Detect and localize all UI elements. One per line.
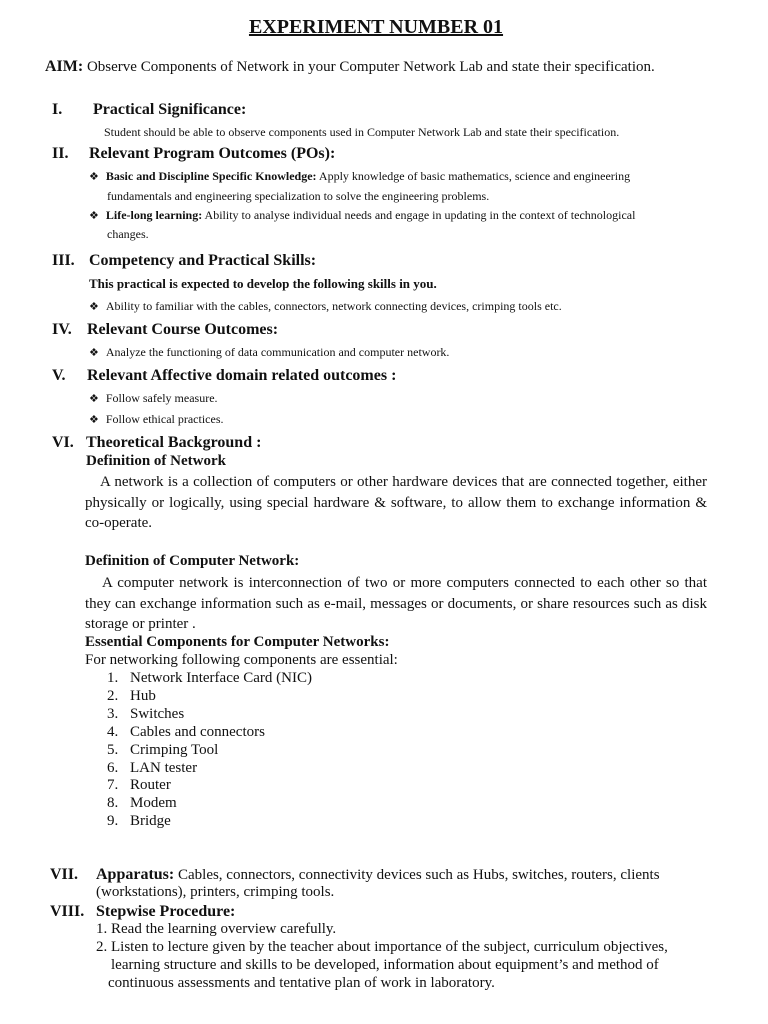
section-8-number: VIII. (50, 903, 85, 920)
section-4-heading: Relevant Course Outcomes: (87, 321, 279, 338)
section-5-bullet-1 (89, 391, 218, 406)
bullet-text: Ability to familiar with the cables, connectors, network connecting devices, crimping tools etc. (105, 299, 562, 313)
bullet-icon: ❖ (89, 393, 99, 405)
section-3-number: III. (52, 252, 75, 269)
section-8-heading: Stepwise Procedure: (96, 903, 236, 920)
section-4-bullet-1 (89, 345, 449, 360)
list-item: 1. Network Interface Card (NIC) (107, 670, 312, 686)
section-2-number: II. (52, 145, 69, 162)
step-1: 1. Read the learning overview carefully. (96, 921, 337, 937)
section-1-heading: Practical Significance: (93, 101, 247, 118)
list-item: 4. Cables and connectors (107, 723, 265, 740)
bullet-2-bold: Life-long learning: (105, 208, 203, 222)
def1-heading: Definition of Network (86, 453, 226, 469)
section-3-bullet-1 (89, 299, 562, 314)
section-1-text: Student should be able to observe components used in Computer Network Lab and state their specification. (104, 125, 620, 139)
bullet-2-text: Ability to analyse individual needs and engage in updating in the context of technological (204, 208, 636, 222)
section-2-bullet-2 (89, 208, 635, 223)
bullet-text: Follow ethical practices. (105, 412, 224, 426)
bullet-icon: ❖ (89, 210, 99, 222)
section-2-bullet-1 (89, 169, 630, 184)
list-item: 7. Router (107, 777, 171, 794)
essential-heading: Essential Components for Computer Networks: (85, 634, 390, 650)
list-item: 5. Crimping Tool (107, 741, 219, 758)
bullet-text: Follow safely measure. (105, 391, 218, 405)
list-item: 8. Modem (107, 795, 177, 812)
section-6-number: VI. (52, 434, 74, 451)
list-item: 9. Bridge (107, 813, 171, 830)
aim-text: Observe Components of Network in your Computer Network Lab and state their specification. (86, 59, 655, 75)
section-1-number: I. (52, 101, 63, 118)
section-5-number: V. (52, 367, 66, 384)
section-7-number: VII. (50, 866, 79, 883)
section-2-bullet-1-cont: fundamentals and engineering specialization to solve the engineering problems. (107, 189, 490, 203)
section-7-text: Cables, connectors, connectivity devices such as Hubs, switches, routers, clients (177, 867, 660, 883)
page-title: EXPERIMENT NUMBER 01 (248, 16, 504, 38)
bullet-icon: ❖ (89, 171, 99, 183)
section-2-heading: Relevant Program Outcomes (POs): (89, 145, 336, 162)
section-5-bullet-2 (89, 412, 224, 427)
section-7-line (96, 866, 660, 884)
bullet-icon: ❖ (89, 347, 99, 359)
bullet-text: Analyze the functioning of data communication and computer network. (105, 345, 450, 359)
step-2-line-2: learning structure and skills to be developed, information about equipment’s and method of (111, 957, 659, 973)
aim-label: AIM: (45, 58, 84, 75)
section-3-sub: This practical is expected to develop the following skills in you. (89, 276, 437, 291)
section-3-heading: Competency and Practical Skills: (89, 252, 317, 269)
section-7-heading: Apparatus: (96, 866, 175, 883)
list-item: 3. Switches (107, 705, 185, 722)
section-7-cont: (workstations), printers, crimping tools. (96, 884, 335, 900)
section-2-bullet-2-cont: changes. (107, 227, 149, 241)
components-list (107, 670, 312, 831)
list-item: 2. Hub (107, 687, 156, 704)
section-4-number: IV. (52, 321, 72, 338)
aim-line (45, 58, 655, 76)
essential-intro: For networking following components are essential: (85, 652, 398, 668)
def1-text: A network is a collection of computers or other hardware devices that are connected together, either physically or logically, using special hardware & software, to allow them to exchange information & co-operate. (85, 474, 707, 531)
step-2: 2. Listen to lecture given by the teacher about importance of the subject, curriculum objectives, (96, 939, 668, 955)
bullet-1-bold: Basic and Discipline Specific Knowledge: (105, 169, 317, 183)
bullet-1-text: Apply knowledge of basic mathematics, science and engineering (318, 169, 631, 183)
list-item: 6. LAN tester (107, 759, 198, 776)
def2-heading: Definition of Computer Network: (85, 553, 300, 569)
bullet-icon: ❖ (89, 301, 99, 313)
step-2-line-3: continuous assessments and tentative plan of work in laboratory. (108, 975, 495, 991)
section-5-heading: Relevant Affective domain related outcomes : (87, 367, 397, 384)
def2-text: A computer network is interconnection of two or more computers connected to each other so that they can exchange information such as e-mail, messages or documents, or share resources such as disk storage or printer . (85, 575, 707, 632)
bullet-icon: ❖ (89, 414, 99, 426)
section-6-heading: Theoretical Background : (86, 434, 262, 451)
